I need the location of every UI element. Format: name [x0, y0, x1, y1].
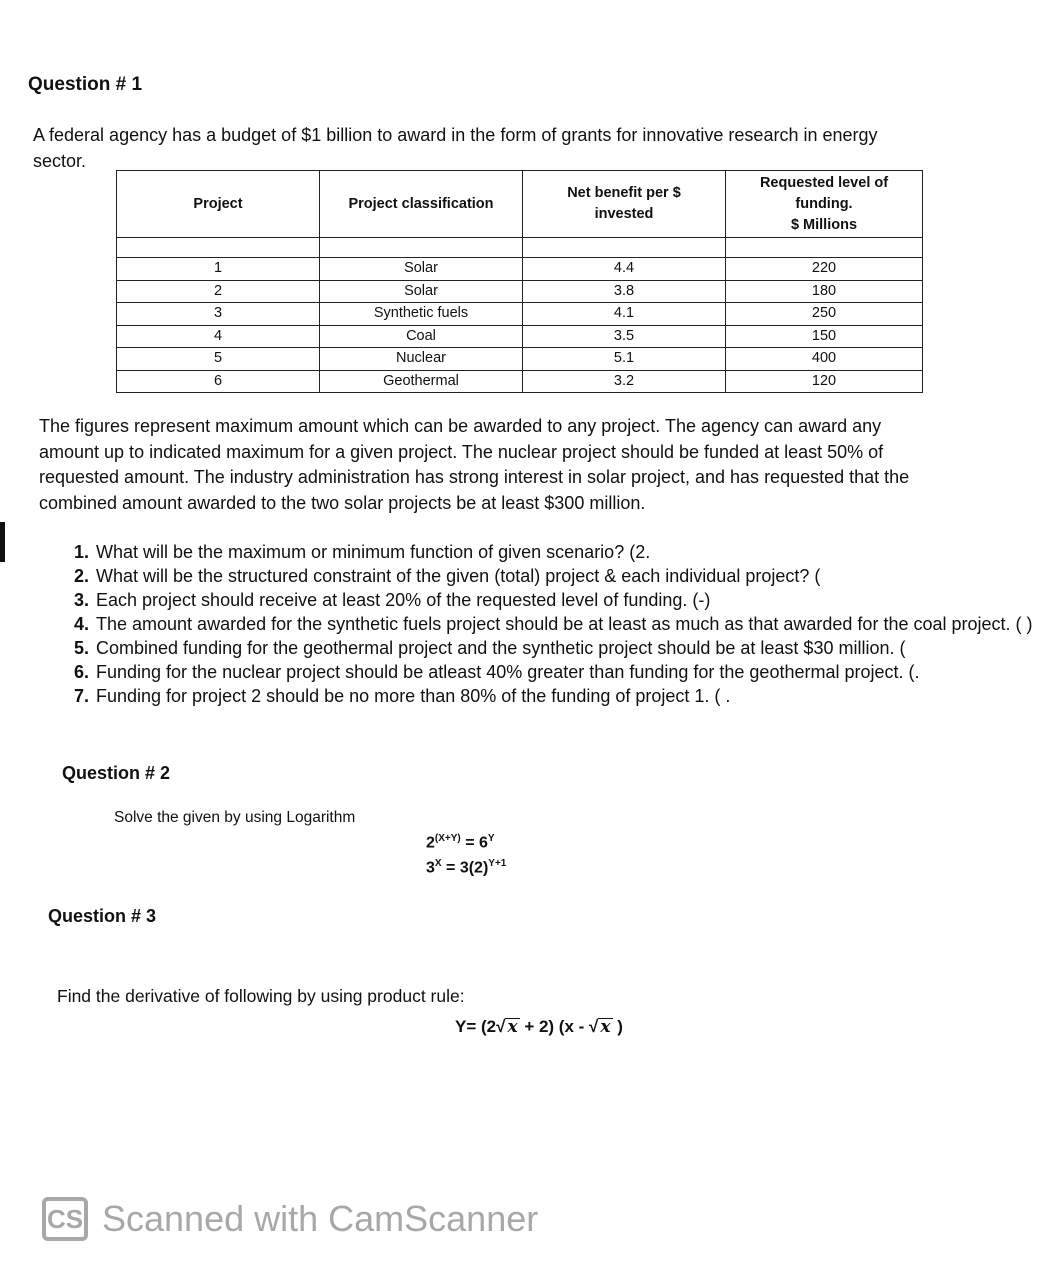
cell-funding: 150	[726, 325, 923, 348]
cell-benefit: 3.8	[523, 280, 726, 303]
blank-cell	[117, 238, 320, 258]
question-2-instruction: Solve the given by using Logarithm	[114, 809, 356, 826]
cell-classification: Solar	[320, 280, 523, 303]
cell-funding: 250	[726, 303, 923, 326]
header-net-benefit-line2: invested	[594, 206, 654, 222]
cell-benefit: 3.5	[523, 325, 726, 348]
cell-funding: 180	[726, 280, 923, 303]
eq-suffix: )	[617, 1017, 623, 1036]
cell-classification: Solar	[320, 258, 523, 281]
question-1-intro	[33, 122, 1033, 175]
header-classification: Project classification	[320, 171, 523, 238]
header-funding-line2: funding.	[795, 195, 853, 212]
header-requested-funding	[726, 171, 923, 238]
cell-benefit: 3.2	[523, 370, 726, 393]
cell-funding: 120	[726, 370, 923, 393]
cell-benefit: 4.1	[523, 303, 726, 326]
eq1-base: 2	[426, 834, 435, 852]
camscanner-watermark: Scanned with CamScanner	[102, 1198, 539, 1239]
cell-benefit: 4.4	[523, 258, 726, 281]
table-blank-row	[117, 238, 923, 258]
paragraph-line: combined amount awarded to the two solar projects be at least $300 million.	[39, 492, 646, 513]
eq-middle: + 2) (x - √	[524, 1017, 599, 1036]
header-funding-line1: Requested level of	[759, 174, 889, 191]
blank-cell	[320, 238, 523, 258]
eq2-rhs: = 3(2)	[446, 859, 489, 877]
paragraph-line: amount up to indicated maximum for a given project. The nuclear project should be funded at least 50% of	[39, 441, 884, 462]
sub-question: 5. Combined funding for the geothermal project and the synthetic project should be at least $30 million. (	[94, 636, 1049, 660]
cell-benefit: 5.1	[523, 348, 726, 371]
paragraph-line: The figures represent maximum amount which can be awarded to any project. The agency can award any	[39, 416, 882, 436]
intro-line-1: A federal agency has a budget of $1 billion to award in the form of grants for innovative research in energy	[33, 125, 878, 145]
cell-project: 6	[117, 370, 320, 393]
cell-project: 5	[117, 348, 320, 371]
cell-classification: Coal	[320, 325, 523, 348]
eq1-rhs: = 6	[465, 834, 488, 852]
header-funding-line3: $ Millions	[790, 216, 858, 233]
equation-2	[426, 852, 506, 880]
question-1-sub-questions	[60, 540, 1049, 708]
question-1-title: Question # 1	[28, 74, 143, 95]
cell-funding: 220	[726, 258, 923, 281]
table-row	[117, 348, 923, 371]
eq2-rhs-exponent: Y+1	[488, 858, 507, 869]
table-row	[117, 280, 923, 303]
eq-root-variable-2: x	[600, 1017, 611, 1037]
funding-table	[116, 170, 923, 393]
sub-question: 2. What will be the structured constraint of the given (total) project & each individual project? (	[94, 564, 1049, 588]
intro-line-2: sector.	[33, 151, 87, 171]
sub-question: 7. Funding for project 2 should be no more than 80% of the funding of project 1. ( .	[94, 684, 1049, 708]
cell-project: 2	[117, 280, 320, 303]
eq1-exponent: (X+Y)	[434, 833, 461, 844]
camscanner-logo-icon: CS	[42, 1197, 88, 1241]
question-2-title: Question # 2	[62, 763, 171, 783]
question-3-title: Question # 3	[48, 906, 157, 926]
table-row	[117, 258, 923, 281]
eq-prefix: Y= (2√	[455, 1017, 506, 1036]
eq-root-variable-1: x	[507, 1017, 518, 1037]
question-1-paragraph	[39, 414, 1039, 516]
header-net-benefit-line1: Net benefit per $	[567, 185, 681, 201]
question-3-instruction: Find the derivative of following by using product rule:	[57, 986, 465, 1006]
paragraph-line: requested amount. The industry administration has strong interest in solar project, and has requested that the	[39, 467, 910, 487]
table-header-row	[117, 171, 923, 238]
table-row	[117, 303, 923, 326]
cell-classification: Geothermal	[320, 370, 523, 393]
eq2-base: 3	[426, 859, 435, 877]
cell-classification: Synthetic fuels	[320, 303, 523, 326]
eq2-exponent: X	[434, 858, 442, 869]
header-net-benefit	[523, 171, 726, 238]
blank-cell	[523, 238, 726, 258]
sub-question: 3. Each project should receive at least 20% of the requested level of funding. (-)	[94, 588, 1049, 612]
sub-question: 4. The amount awarded for the synthetic fuels project should be at least as much as that awarded for the coal project. ( )	[94, 612, 1049, 636]
table-row	[117, 325, 923, 348]
product-rule-equation	[455, 1015, 623, 1039]
cell-project: 1	[117, 258, 320, 281]
cell-classification: Nuclear	[320, 348, 523, 371]
table-row	[117, 370, 923, 393]
header-project: Project	[117, 171, 320, 238]
cell-project: 4	[117, 325, 320, 348]
cell-project: 3	[117, 303, 320, 326]
blank-cell	[726, 238, 923, 258]
eq1-rhs-exponent: Y	[487, 833, 495, 844]
scan-edge-mark	[0, 522, 5, 562]
sub-question: 1. What will be the maximum or minimum function of given scenario? (2.	[94, 540, 1049, 564]
cell-funding: 400	[726, 348, 923, 371]
sub-question: 6. Funding for the nuclear project should be atleast 40% greater than funding for the geothermal project. (.	[94, 660, 1049, 684]
